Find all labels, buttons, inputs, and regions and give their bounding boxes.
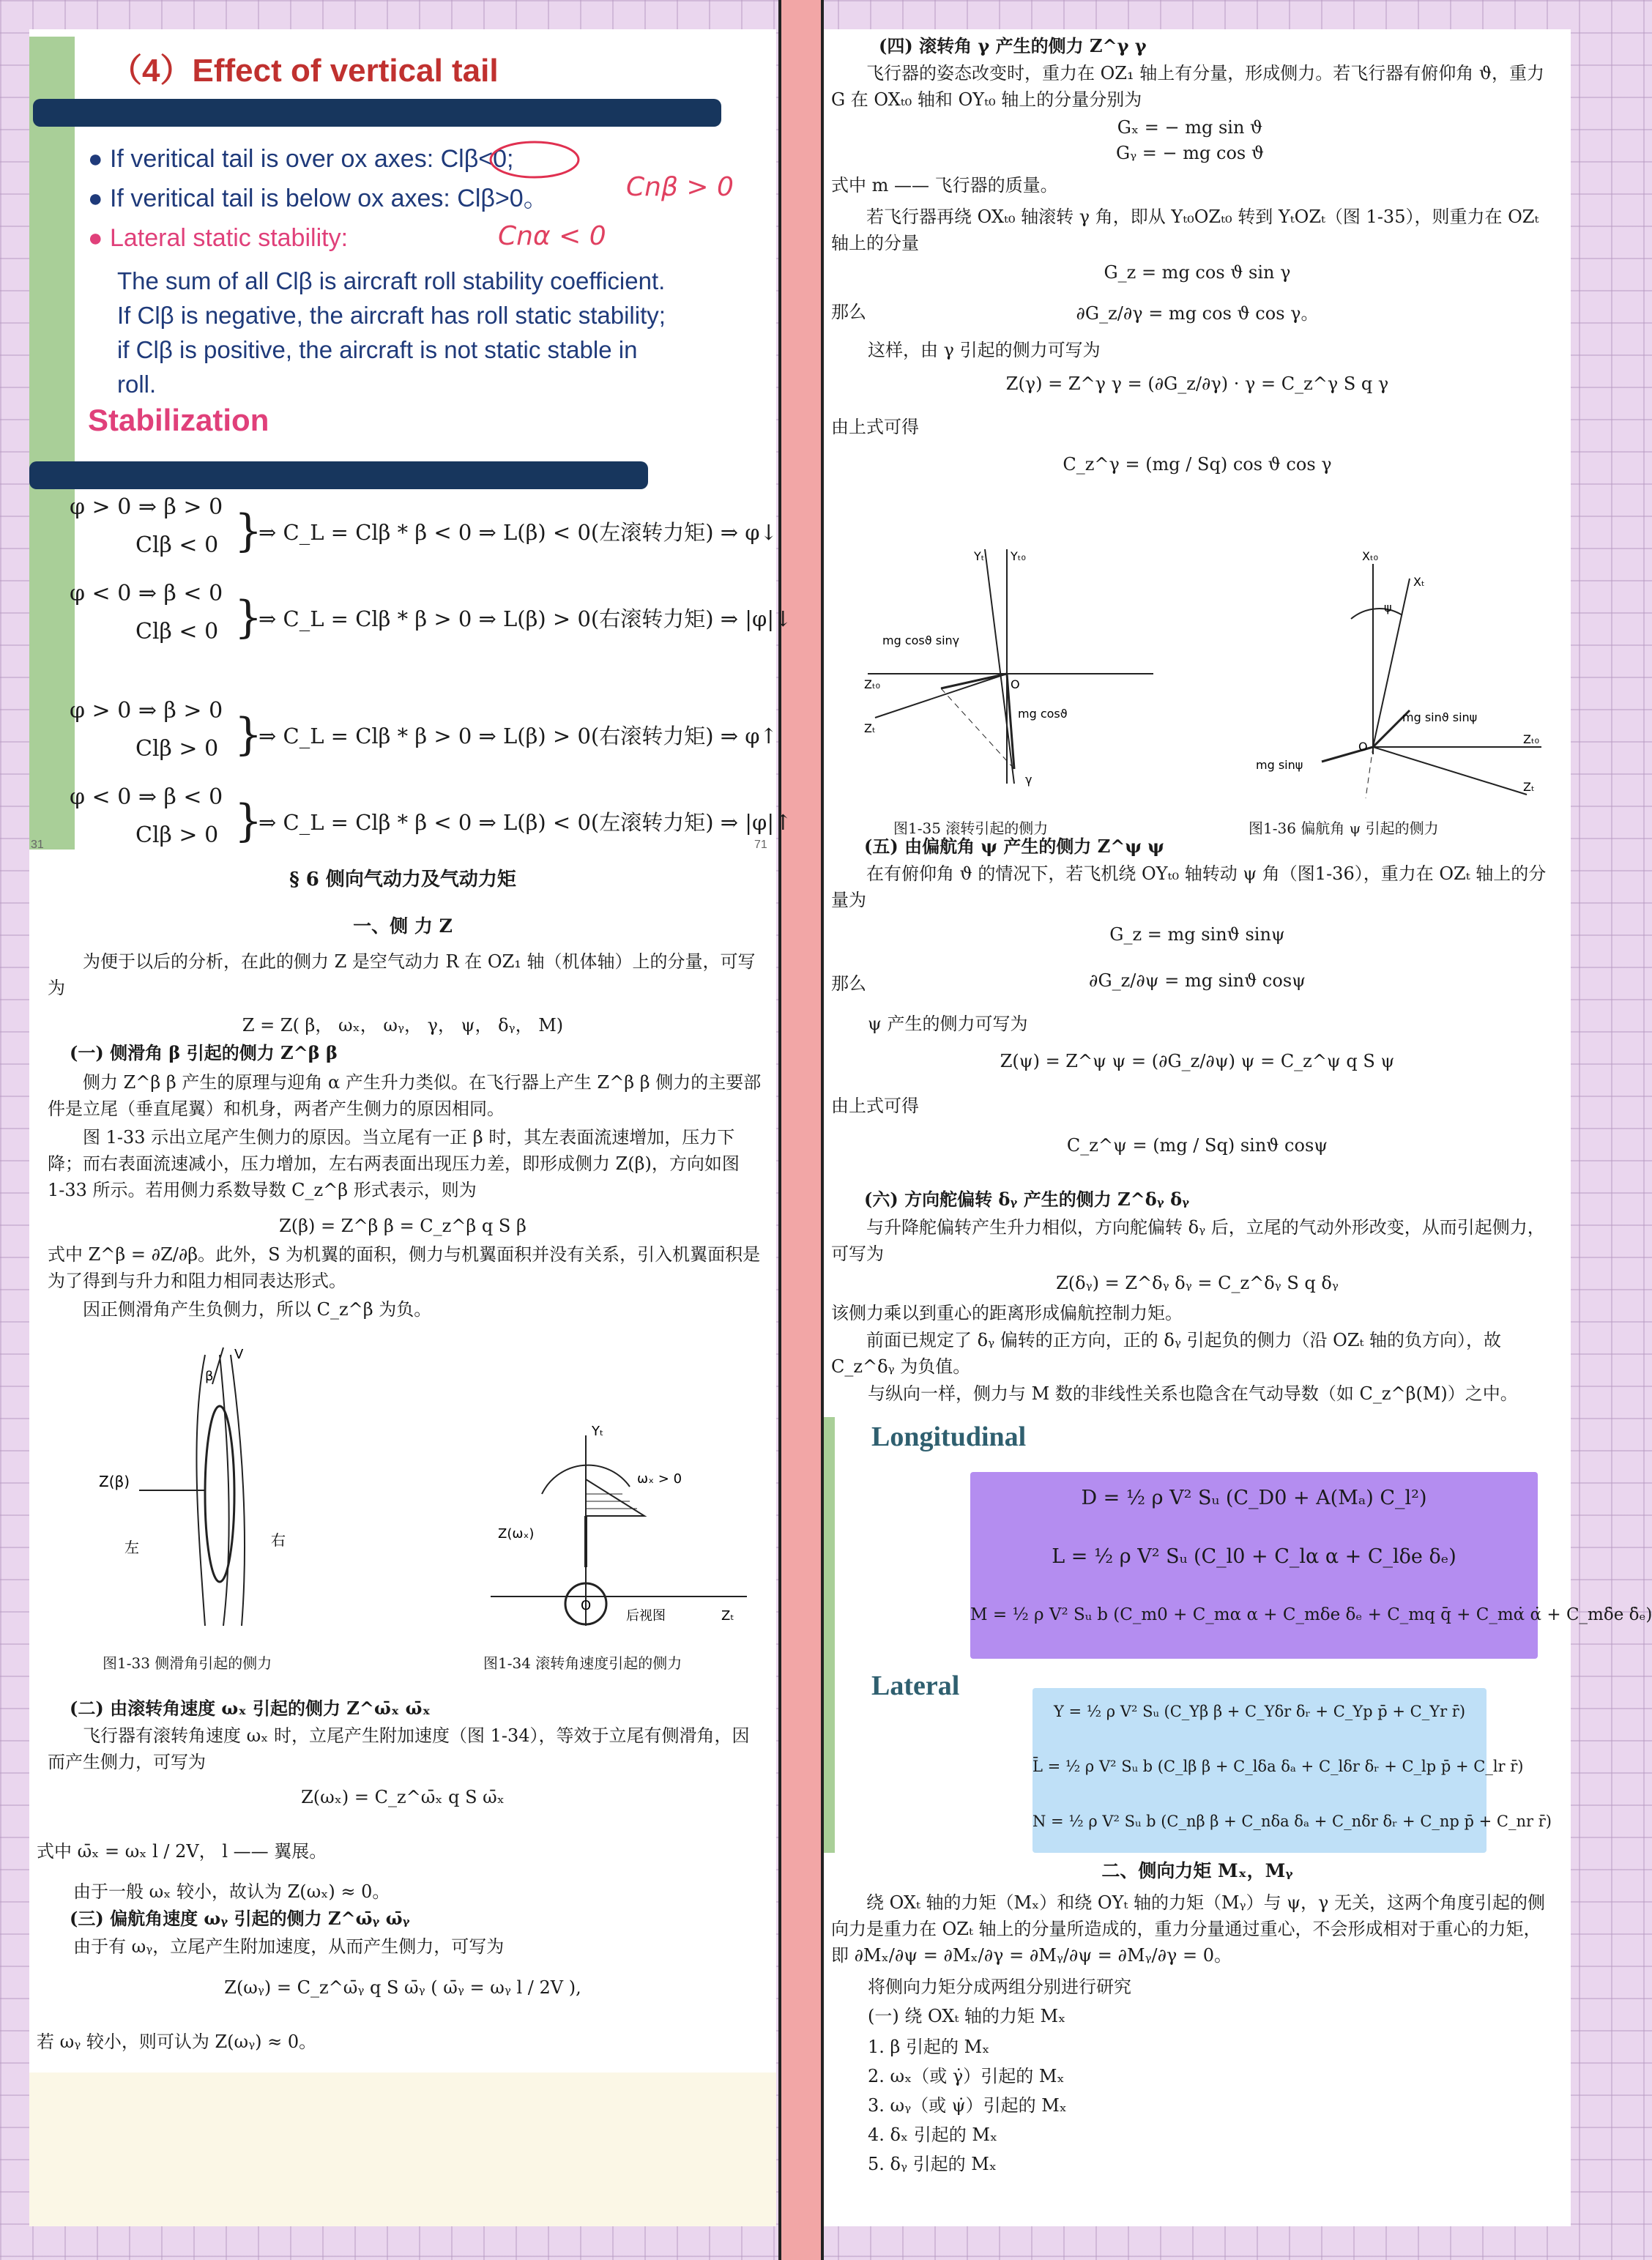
paragraph: 若飞行器再绕 OXₜ₀ 轴滚转 γ 角，即从 Yₜ₀OZₜ₀ 转到 YₜOZₜ（图 1-35），则重力在 OZₜ 轴上的分量 <box>831 207 1539 253</box>
paragraph: 为便于以后的分析，在此的侧力 Z 是空气动力 R 在 OZ₁ 轴（机体轴）上的分量，可写为 <box>48 951 756 998</box>
paragraph: 那么 <box>831 302 866 322</box>
list-item: 2. ωₓ（或 γ̇）引起的 Mₓ <box>868 2066 1065 2086</box>
item-heading: (四) 滚转角 γ 产生的侧力 Z^γ γ <box>879 35 1147 56</box>
slide-accent-bar <box>824 1417 835 1853</box>
fig35-label-yt0: Yₜ₀ <box>1011 549 1026 563</box>
fig35-label-zt0: Zₜ₀ <box>864 677 881 691</box>
slide-page-number: 71 <box>754 839 767 851</box>
figure-caption: 图1-34 滚转角速度引起的侧力 <box>483 1654 682 1672</box>
slide-title-stabilization: Stabilization <box>88 403 269 437</box>
circle-annotation <box>487 138 582 182</box>
paragraph: 由上式可得 <box>831 417 919 437</box>
fig34-label-origin: O <box>581 1598 592 1613</box>
paragraph: 侧力 Z^β β 产生的原理与迎角 α 产生升力类似。在飞行器上产生 Z^β β 侧力的主要部件是立尾（垂直尾翼）和机身，两者产生侧力的原因相同。 <box>48 1072 762 1119</box>
list-item: 5. δᵧ 引起的 Mₓ <box>868 2154 997 2174</box>
bullet-item: ● If veritical tail is below ox axes: Clβ>0。 <box>88 185 548 212</box>
stability-equations <box>70 494 792 865</box>
subsection-heading: 二、侧向力矩 Mₓ，Mᵧ <box>1101 1860 1293 1881</box>
item-heading: (六) 方向舵偏转 δᵧ 产生的侧力 Z^δᵧ δᵧ <box>864 1189 1190 1210</box>
paragraph: 飞行器有滚转角速度 ωₓ 时，立尾产生附加速度（图 1-34），等效于立尾有侧滑角，因而产生侧力，可写为 <box>48 1725 750 1772</box>
fig35-label-zt: Zₜ <box>864 721 876 735</box>
fig33-label-v: V <box>234 1347 244 1362</box>
equation: C_z^ψ = (mg / Sq) sinϑ cosψ <box>1066 1135 1328 1156</box>
lateral-equations-box: Y = ½ ρ V² Sᵤ (C_Yβ β + C_Yδr δᵣ + C_Yp p̄ + C_Yr r̄) L̄ = ½ ρ V² Sᵤ b (C_lβ β + C_lδa δₐ + C_lδr δᵣ + C_lp p̄ + C_lr r̄) N = ½ ρ V² Sᵤ b (C_nβ β + C_nδa δₐ + C_nδr δᵣ + C_np p̄ + C_nr r̄) <box>1032 1688 1487 1853</box>
equation: ∂G_z/∂ψ = mg sinϑ cosψ <box>1089 970 1306 991</box>
center-divider <box>778 0 824 2260</box>
fig34-label-y: Yₜ <box>592 1424 604 1439</box>
paragraph: 飞行器的姿态改变时，重力在 OZ₁ 轴上有分量，形成侧力。若飞行器有俯仰角 ϑ，重力 G 在 OXₜ₀ 轴和 OYₜ₀ 轴上的分量分别为 <box>831 63 1545 110</box>
paragraph: ψ 产生的侧力可写为 <box>868 1014 1028 1034</box>
fig36-label-xt0: Xₜ₀ <box>1362 549 1379 563</box>
equation: Z(δᵧ) = Z^δᵧ δᵧ = C_z^δᵧ S q δᵧ <box>1056 1273 1339 1293</box>
equation: G_z = mg cos ϑ sin γ <box>1104 262 1291 283</box>
fig33-label-right: 右 <box>271 1531 286 1549</box>
fig34-label-omega: ωₓ > 0 <box>637 1471 682 1487</box>
paragraph: 图 1-33 示出立尾产生侧力的原因。当立尾有一正 β 时，其左表面流速增加，压力下降；而右表面流速减小，压力增加，左右两表面出现压力差，即形成侧力 Z(β)，方向如图 1-33 所示。若用侧力系数导数 C_z^β 形式表示，则为 <box>48 1127 740 1200</box>
list-item: 3. ωᵧ（或 ψ̇）引起的 Mₓ <box>868 2095 1067 2116</box>
figure-1-34-roll-rate-diagram <box>476 1421 754 1648</box>
right-page <box>824 29 1652 2226</box>
equation: Z(γ) = Z^γ γ = (∂G_z/∂γ) · γ = C_z^γ S q γ <box>1005 373 1389 394</box>
list-item: 4. δₓ 引起的 Mₓ <box>868 2125 998 2145</box>
item-heading: (一) 侧滑角 β 引起的侧力 Z^β β <box>70 1042 338 1063</box>
equation: C_z^γ = (mg / Sq) cos ϑ cos γ <box>1063 454 1332 475</box>
equation: Gᵧ = − mg cos ϑ <box>1115 143 1265 163</box>
equation: Z(β) = Z^β β = C_z^β q S β <box>279 1216 527 1236</box>
paragraph: 将侧向力矩分成两组分别进行研究 <box>868 1977 1131 1997</box>
paragraph: 若 ωᵧ 较小，则可认为 Z(ωᵧ) ≈ 0。 <box>37 2032 317 2052</box>
figure-1-36-yaw-force-diagram <box>1234 542 1556 806</box>
fig36-label-zt: Zₜ <box>1523 780 1535 794</box>
equation-row: φ > 0 ⇒ β > 0 Clβ > 0 } ⇒ C_L = Clβ * β > 0 ⇒ L(β) > 0(右滚转力矩) ⇒ φ↑ <box>70 698 778 762</box>
fig36-label-zt0: Zₜ₀ <box>1523 732 1540 746</box>
paragraph: 该侧力乘以到重心的距离形成偏航控制力矩。 <box>831 1303 1183 1323</box>
paragraph: 这样，由 γ 引起的侧力可写为 <box>868 340 1101 360</box>
equation-row: φ > 0 ⇒ β > 0 Clβ < 0 } ⇒ C_L = Clβ * β < 0 ⇒ L(β) < 0(左滚转力矩) ⇒ φ↓ <box>70 494 778 558</box>
slide-page-number: 31 <box>31 839 44 851</box>
fig35-label-weight: mg cosϑ <box>1018 707 1068 721</box>
fig33-label-force: Z(β) <box>99 1473 130 1490</box>
paragraph: 由于有 ωᵧ，立尾产生附加速度，从而产生侧力，可写为 <box>73 1936 505 1957</box>
subsection-heading: 一、侧 力 Z <box>353 915 453 937</box>
equation: Z(ψ) = Z^ψ ψ = (∂G_z/∂ψ) ψ = C_z^ψ q S ψ <box>1000 1051 1395 1071</box>
fig33-label-beta: β <box>205 1369 214 1384</box>
fig36-label-xt: Xₜ <box>1413 575 1425 589</box>
paragraph: 前面已规定了 δᵧ 偏转的正方向，正的 δᵧ 引起负的侧力（沿 OZₜ 轴的负方向），故 C_z^δᵧ 为负值。 <box>831 1330 1502 1377</box>
longitudinal-title: Longitudinal <box>871 1421 1027 1452</box>
handwritten-note: Cnβ > 0 <box>626 172 734 202</box>
paragraph: 式中 ω̄ₓ = ωₓ l / 2V， l —— 翼展。 <box>37 1841 327 1862</box>
fig36-label-component: mg sinϑ sinψ <box>1402 710 1478 724</box>
paragraph: 那么 <box>831 973 866 994</box>
roll-stability-paragraph: The sum of all Clβ is aircraft roll stability coefficient. If Clβ is negative, the aircraft has roll static stability; if Clβ is positive, the aircraft is not static stable in roll. <box>117 267 666 398</box>
equation: G_z = mg sinϑ sinψ <box>1109 924 1285 945</box>
equation-row: φ < 0 ⇒ β < 0 Clβ > 0 } ⇒ C_L = Clβ * β < 0 ⇒ L(β) < 0(左滚转力矩) ⇒ |φ|↑ <box>70 784 792 848</box>
bullet-item: ● If veritical tail is over ox axes: Clβ<0; <box>88 145 514 173</box>
figure-1-35-roll-force-diagram <box>860 542 1168 806</box>
fig34-label-z: Zₜ <box>721 1608 734 1624</box>
paragraph: 因正侧滑角产生负侧力，所以 C_z^β 为负。 <box>83 1299 432 1320</box>
paragraph: 式中 m —— 飞行器的质量。 <box>831 175 1058 196</box>
paragraph: 由上式可得 <box>831 1096 919 1116</box>
slide-accent-bar <box>29 37 75 850</box>
handwritten-note: Cnα < 0 <box>498 221 606 251</box>
slide-title-vertical-tail: （4）Effect of vertical tail <box>110 53 499 89</box>
fig35-label-origin: O <box>1011 677 1020 691</box>
equation: Gₓ = − mg sin ϑ <box>1117 117 1263 138</box>
fig36-label-psi: ψ <box>1384 601 1392 614</box>
moment-list <box>868 2032 1067 2179</box>
fig35-label-yt: Yₜ <box>974 549 985 563</box>
paragraph: 与升降舵偏转产生升力相似，方向舵偏转 δᵧ 后，立尾的气动外形改变，从而引起侧力，可写为 <box>831 1217 1545 1264</box>
fig36-label-origin: O <box>1358 740 1368 754</box>
paragraph: 绕 OXₜ 轴的力矩（Mₓ）和绕 OYₜ 轴的力矩（Mᵧ）与 ψ，γ 无关，这两个角度引起的侧向力是重力在 OZₜ 轴上的分量所造成的，重力分量通过重心，不会形成相对于重心的力矩，即 ∂Mₓ/∂ψ = ∂Mₓ/∂γ = ∂Mᵧ/∂ψ = ∂Mᵧ/∂γ = 0。 <box>831 1892 1545 1966</box>
figure-caption: 图1-33 侧滑角引起的侧力 <box>103 1654 272 1672</box>
fig35-label-component: mg cosϑ sinγ <box>882 633 960 647</box>
fig35-label-gamma: γ <box>1025 773 1032 787</box>
item-heading: (五) 由偏航角 ψ 产生的侧力 Z^ψ ψ <box>864 836 1164 857</box>
paragraph: 与纵向一样，侧力与 M 数的非线性关系也隐含在气动导数（如 C_z^β(M)）之中。 <box>868 1383 1518 1404</box>
fig34-label-rear-view: 后视图 <box>626 1608 666 1624</box>
figure-1-33-vertical-tail-diagram <box>95 1340 330 1648</box>
fig36-label-weight: mg sinψ <box>1256 758 1303 772</box>
paragraph: (一) 绕 OXₜ 轴的力矩 Mₓ <box>868 2006 1066 2026</box>
item-heading: (二) 由滚转角速度 ωₓ 引起的侧力 Z^ω̄ₓ ω̄ₓ <box>70 1698 431 1719</box>
equation: Z(ωᵧ) = C_z^ω̄ᵧ q S ω̄ᵧ ( ω̄ᵧ = ωᵧ l / 2V ), <box>224 1977 581 1998</box>
title-underline-bar <box>29 461 648 489</box>
paragraph: 在有俯仰角 ϑ 的情况下，若飞机绕 OYₜ₀ 轴转动 ψ 角（图1-36），重力在 OZₜ 轴上的分量为 <box>831 863 1547 910</box>
section-heading: § 6 侧向气动力及气动力矩 <box>289 869 516 891</box>
title-underline-bar <box>33 99 721 127</box>
equation: Z(ωₓ) = C_z^ω̄ₓ q S ω̄ₓ <box>301 1787 505 1807</box>
figure-caption: 图1-35 滚转引起的侧力 <box>893 819 1049 837</box>
equation-row: φ < 0 ⇒ β < 0 Clβ < 0 } ⇒ C_L = Clβ * β > 0 ⇒ L(β) > 0(右滚转力矩) ⇒ |φ|↓ <box>70 581 792 644</box>
lateral-title: Lateral <box>871 1670 960 1701</box>
equation: ∂G_z/∂γ = mg cos ϑ cos γ。 <box>1076 303 1319 324</box>
item-heading: (三) 偏航角速度 ωᵧ 引起的侧力 Z^ω̄ᵧ ω̄ᵧ <box>70 1908 410 1929</box>
left-page <box>29 29 792 2226</box>
fig33-label-left: 左 <box>124 1539 139 1556</box>
figure-caption: 图1-36 偏航角 ψ 引起的侧力 <box>1249 819 1439 837</box>
bullet-item: ● Lateral static stability: <box>88 224 349 252</box>
paragraph: 由于一般 ωₓ 较小，故认为 Z(ωₓ) ≈ 0。 <box>73 1881 390 1902</box>
fig34-label-force: Z(ωₓ) <box>498 1526 535 1542</box>
longitudinal-equations-box: D = ½ ρ V² Sᵤ (C_D0 + A(Mₐ) C_l²) L = ½ ρ V² Sᵤ (C_l0 + C_lα α + C_lδe δₑ) M = ½ ρ V² Sᵤ b (C_m0 + C_mα α + C_mδe δₑ + C_mq q̄ + C_mα̇ α̇ + C_mδ̇e δ̇ₑ) <box>970 1472 1538 1659</box>
blank-margin <box>29 2073 776 2226</box>
equation: Z = Z( β， ωₓ， ωᵧ， γ， ψ， δᵧ， M) <box>242 1015 564 1036</box>
paragraph: 式中 Z^β = ∂Z/∂β。此外，S 为机翼的面积，侧力与机翼面积并没有关系，引入机翼面积是为了得到与升力和阻力相同表达形式。 <box>48 1244 761 1291</box>
list-item: 1. β 引起的 Mₓ <box>868 2037 990 2057</box>
